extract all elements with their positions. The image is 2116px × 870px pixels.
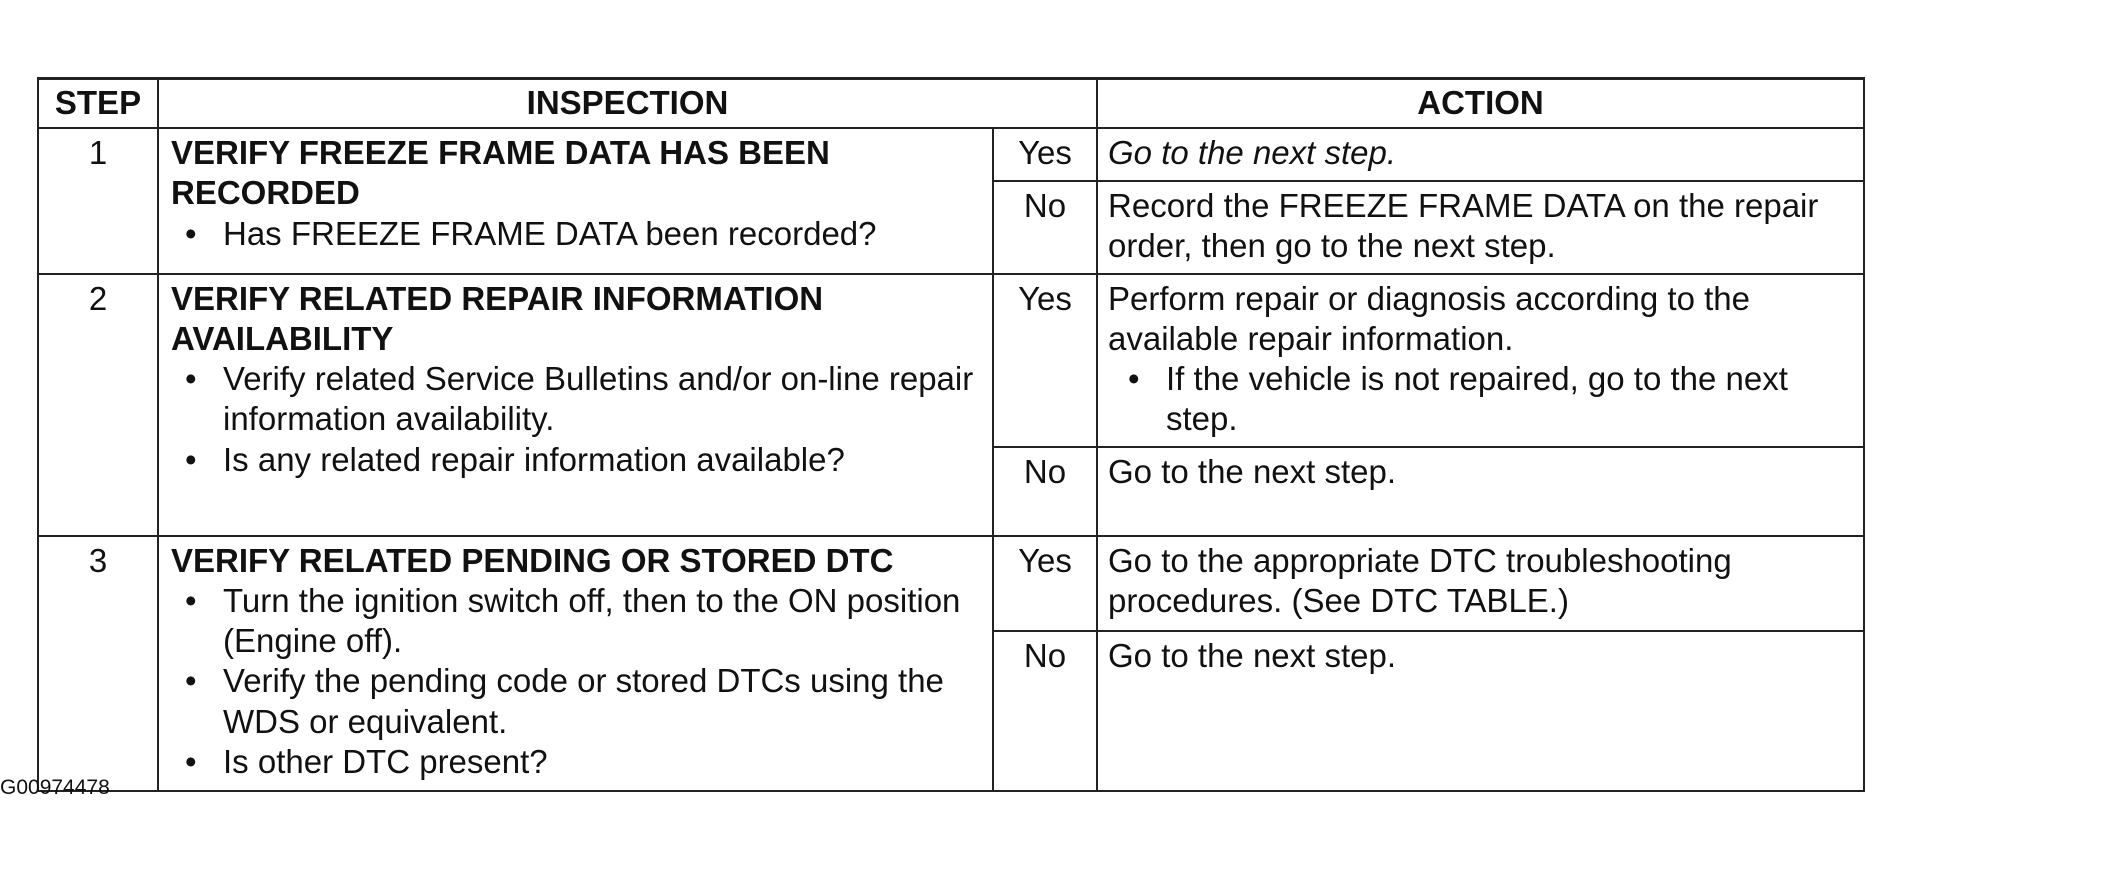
bullet-text: Verify the pending code or stored DTCs using the WDS or equivalent. bbox=[223, 662, 944, 740]
bullet-text: Turn the ignition switch off, then to the ON position (Engine off). bbox=[223, 581, 961, 659]
no-label: No bbox=[993, 447, 1097, 536]
step-title: VERIFY RELATED REPAIR INFORMATION AVAILABILITY bbox=[171, 279, 824, 357]
action-column-header: ACTION bbox=[1097, 79, 1864, 129]
yes-label: Yes bbox=[993, 128, 1097, 181]
step-1-inspection bbox=[158, 128, 993, 274]
list-item bbox=[171, 359, 982, 440]
bullet-icon: • bbox=[185, 581, 197, 619]
yes-action bbox=[1097, 128, 1864, 181]
step-number: 3 bbox=[38, 536, 158, 791]
bullet-text: Is other DTC present? bbox=[223, 742, 548, 780]
bullet-icon: • bbox=[185, 214, 197, 252]
action-text: Go to the next step. bbox=[1108, 134, 1397, 171]
list-item bbox=[171, 214, 982, 254]
figure-id-label: G00974478 bbox=[0, 776, 110, 799]
bullet-icon: • bbox=[185, 360, 197, 397]
step-column-header: STEP bbox=[38, 79, 158, 129]
step-title: VERIFY RELATED PENDING OR STORED DTC bbox=[171, 541, 894, 579]
inspection-column-header: INSPECTION bbox=[158, 79, 1097, 129]
yes-action bbox=[1097, 274, 1864, 447]
bullet-text: Has FREEZE FRAME DATA been recorded? bbox=[223, 214, 877, 252]
bullet-icon: • bbox=[1128, 360, 1140, 397]
list-item bbox=[171, 742, 982, 782]
inspection-bullet-list bbox=[171, 359, 982, 480]
step-1-yes-row bbox=[38, 128, 1864, 181]
bullet-text: Is any related repair information available? bbox=[223, 440, 845, 478]
table-header-row bbox=[38, 79, 1864, 129]
bullet-icon: • bbox=[185, 742, 197, 780]
bullet-text: Verify related Service Bulletins and/or on-line repair information availability. bbox=[223, 360, 974, 438]
no-label: No bbox=[993, 181, 1097, 274]
step-number: 1 bbox=[38, 128, 158, 274]
step-2-inspection bbox=[158, 274, 993, 536]
no-action: Record the FREEZE FRAME DATA on the repair order, then go to the next step. bbox=[1097, 181, 1864, 274]
inspection-bullet-list bbox=[171, 214, 982, 254]
yes-label: Yes bbox=[993, 536, 1097, 631]
yes-label: Yes bbox=[993, 274, 1097, 447]
bullet-text: If the vehicle is not repaired, go to the next step. bbox=[1166, 360, 1788, 438]
action-text: Perform repair or diagnosis according to the available repair information. bbox=[1108, 279, 1751, 357]
yes-action: Go to the appropriate DTC troubleshooting procedures. (See DTC TABLE.) bbox=[1097, 536, 1864, 631]
list-item bbox=[171, 661, 982, 742]
diagnostic-procedure-table bbox=[37, 77, 1865, 792]
step-number: 2 bbox=[38, 274, 158, 536]
step-title: VERIFY FREEZE FRAME DATA HAS BEEN RECORDED bbox=[171, 134, 830, 212]
list-item bbox=[171, 581, 982, 662]
no-action: Go to the next step. bbox=[1097, 447, 1864, 536]
step-3-yes-row bbox=[38, 536, 1864, 631]
list-item bbox=[1108, 359, 1853, 440]
step-3-inspection bbox=[158, 536, 993, 791]
bullet-icon: • bbox=[185, 662, 197, 700]
no-label: No bbox=[993, 631, 1097, 791]
list-item bbox=[171, 440, 982, 480]
bullet-icon: • bbox=[185, 440, 197, 478]
inspection-bullet-list bbox=[171, 581, 982, 782]
step-2-yes-row bbox=[38, 274, 1864, 447]
no-action: Go to the next step. bbox=[1097, 631, 1864, 791]
action-bullet-list bbox=[1108, 359, 1853, 440]
